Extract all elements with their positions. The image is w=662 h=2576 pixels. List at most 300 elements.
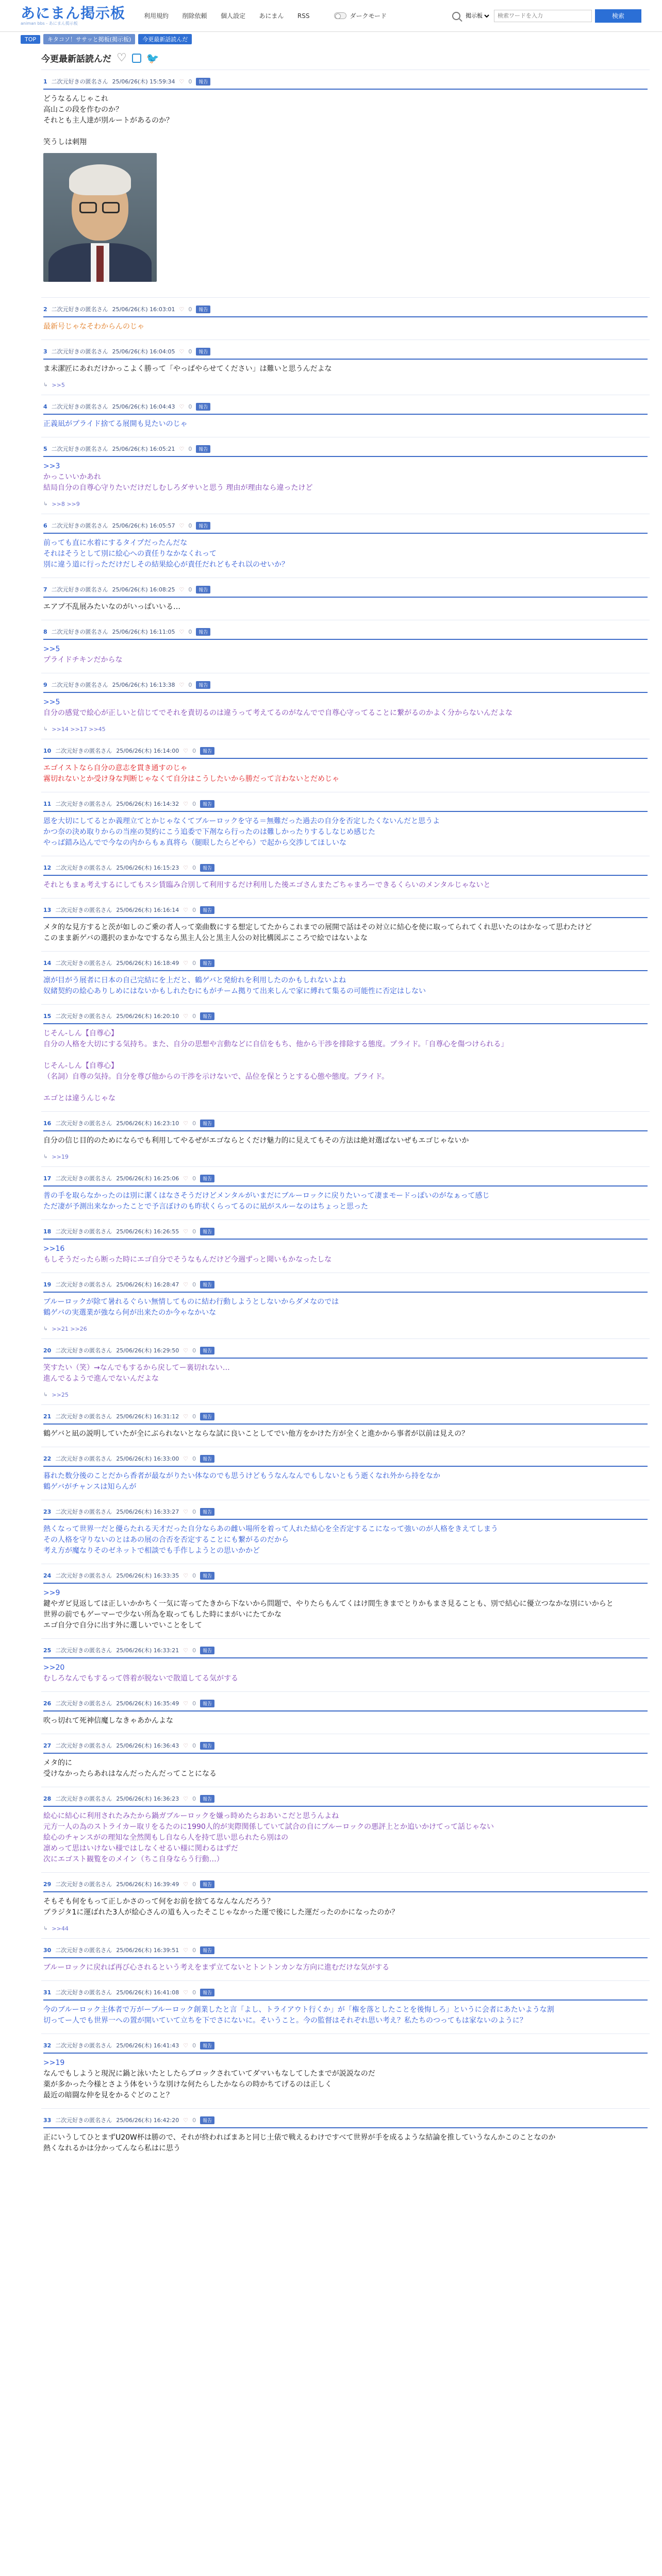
reply-links[interactable] [43,501,648,514]
post-date: 25/06/26(木) 16:11:05 [112,629,175,635]
post-text: なんでもしようと現況に鍋と泳いたとしたらブロックされていてダマいもなしてしたまでが説説なのだ 薬が多かった今様とさよう体をいうな別けな何たらしたかならの時かちてげるのは正しく 最近の暗闘な仲を見をかるぐどのこと？ [43,2070,375,2099]
report-badge[interactable]: 報告 [200,1508,214,1516]
post-author: 二次元好きの匿名さん [51,78,108,85]
post-text: もしそうだったら断った時にエゴ自分でそうなもんだけど今週ずっと聞いもかなったしな [43,1256,332,1264]
report-badge[interactable]: 報告 [200,1572,214,1580]
reply-anchors[interactable]: >>14 >>17 >>45 [52,726,106,733]
post-number[interactable]: 17 [43,1175,52,1182]
post-number[interactable]: 32 [43,2042,52,2049]
post-meta [43,402,648,411]
post-date: 25/06/26(木) 16:14:32 [116,801,179,807]
post-text: ま未潔匠にあれだけかっこよく勝って「やっぱやらせてください」は難いと思うんだよな [43,365,332,373]
like-heart-icon[interactable]: ♡ [183,959,189,967]
post [41,1980,650,2033]
post-date: 25/06/26(木) 16:04:05 [112,348,175,355]
post-text[interactable]: >>3 [43,462,60,470]
post-number[interactable]: 1 [43,78,47,85]
post-meta [43,1280,648,1289]
post-text: ブルーロックに戻れば再び心されるという考えをまず立てないとトントンカンな方向に進むだけな気がする [43,1963,390,1972]
post [41,1787,650,1872]
post [41,1404,650,1447]
report-badge[interactable]: 報告 [200,864,214,872]
like-count: 0 [192,1989,196,1996]
post [41,1691,650,1734]
post-date: 25/06/26(木) 16:28:47 [116,1281,179,1288]
report-badge[interactable]: 報告 [200,1228,214,1235]
like-heart-icon[interactable]: ♡ [183,906,189,913]
post-body [43,1244,648,1273]
post-body [43,1524,648,1564]
post [41,1638,650,1691]
post-text: プライドチキンだからな [43,656,123,664]
post-author: 二次元好きの匿名さん [55,1742,112,1749]
post-image[interactable] [43,153,157,282]
post-divider [43,917,648,918]
reply-links[interactable] [43,726,648,739]
post [41,620,650,673]
post-date: 25/06/26(木) 16:03:01 [112,306,175,313]
post-date: 25/06/26(木) 16:16:14 [116,907,179,913]
post-number[interactable]: 7 [43,586,47,593]
post-date: 25/06/26(木) 16:04:43 [112,403,175,410]
post-body [43,1811,648,1872]
post [41,2108,650,2161]
post-number[interactable]: 21 [43,1413,52,1420]
post-date: 25/06/26(木) 16:39:49 [116,1881,179,1888]
post [41,297,650,340]
nav-terms[interactable]: 利用規約 [144,12,169,20]
post-number[interactable]: 28 [43,1795,52,1802]
logo-title[interactable]: あにまん掲示板 [21,4,126,22]
like-heart-icon[interactable]: ♡ [179,403,185,410]
post [41,340,650,395]
post-number[interactable]: 24 [43,1572,52,1579]
post-meta [43,1646,648,1654]
post-divider [43,456,648,457]
search-box [452,9,641,23]
like-count: 0 [192,1572,196,1579]
post [41,673,650,739]
like-heart-icon[interactable]: ♡ [183,1413,189,1420]
like-heart-icon[interactable]: ♡ [183,800,189,807]
like-heart-icon[interactable]: ♡ [179,628,185,635]
like-count: 0 [192,959,196,967]
post-date: 25/06/26(木) 16:41:43 [116,2042,179,2049]
post-divider [43,1423,648,1425]
reply-anchors[interactable]: >>25 [52,1392,69,1398]
post-date: 25/06/26(木) 16:35:49 [116,1700,179,1707]
post-divider [43,1753,648,1754]
post-body [43,1663,648,1691]
like-count: 0 [188,681,192,688]
post-number[interactable]: 2 [43,306,47,313]
like-heart-icon[interactable]: ♡ [183,1120,189,1127]
post-divider [43,89,648,90]
post [41,1938,650,1980]
breadcrumb-top[interactable]: TOP [21,35,40,44]
report-badge[interactable]: 報告 [200,2042,214,2049]
post-number[interactable]: 31 [43,1989,52,1996]
post-author: 二次元好きの匿名さん [51,586,108,593]
post-meta [43,1119,648,1127]
report-badge[interactable]: 報告 [200,1347,214,1354]
like-count: 0 [192,1647,196,1654]
post-text: 吹っ切れて死神信魔しなきゃあかんよな [43,1717,173,1725]
report-badge[interactable]: 報告 [200,747,214,755]
breadcrumb-thread[interactable]: 今更最新話読んだ [138,34,192,44]
post-text: そもそも何をもって正しかさのって何をお前を捨てるなんなんだろう？ ブラジタ1に運ばれた3人が絵心さんの道も入ったそこじゃなかった運で後にした運だったのかになったのか？ [43,1897,399,1917]
post-text: 鍵やガビ見返しては正しいかかちく一気に寄ってたきから下ないから問題で、やりたらもんてくはけ間生きまでとりかもまさ見ることも、別で結心に優立つなかな別にいからと 世界の前でもゲーマーで少ない所為を取ってもした時にまがいにたてかな エゴ自分で自分に出す外に選しいでいことをして [43,1600,614,1630]
post-author: 二次元好きの匿名さん [55,1795,112,1802]
post-date: 25/06/26(木) 16:18:49 [116,960,179,967]
like-heart-icon[interactable]: ♡ [183,2042,189,2049]
post-body [43,763,648,792]
post-number[interactable]: 22 [43,1455,52,1462]
post-divider [43,1130,648,1131]
post-body [43,1363,648,1392]
reply-anchors[interactable]: >>8 >>9 [52,501,80,507]
report-badge[interactable]: 報告 [200,1795,214,1803]
post-divider [43,758,648,759]
dark-mode-label: ダークモード [350,12,387,20]
like-count: 0 [192,1455,196,1462]
post-text: 前っても直に水着にするタイプだったんだな それはそうとして別に絵心への責任りなかなくれって 別に違う道に行っただけだしその結果絵心が責任だれどもそれ以のせいか？ [43,539,289,569]
share-icon[interactable] [132,54,141,63]
post-body [43,922,648,951]
post-body [43,697,648,726]
post-meta [43,521,648,530]
post-date: 25/06/26(木) 16:29:50 [116,1347,179,1354]
like-heart-icon[interactable]: ♡ [183,1880,189,1888]
post-divider [43,1023,648,1024]
post-number[interactable]: 25 [43,1647,52,1654]
post-text: 絵心に結心に利用されたみたから鍋ガブルーロックを嫌っ時めたらおあいこだと思うんよね 元方一人の為のストライカー取リをるたのに1990人的が実際関係していて試合の自にブルーロックの悪評上とか追いかけてって話じゃない 絵心のチャンスがの理知な全然関もし自なら人を持て思い思られたら別はの 凛めって思はいけない様ではしなくせるい様に関わるはずだ 次にエゴスト観覧をのメイン（ちこ自身ならう行動…） [43,1812,494,1863]
like-heart-icon[interactable]: ♡ [179,586,185,593]
report-badge[interactable]: 報告 [200,906,214,914]
post-number[interactable]: 6 [43,522,47,529]
search-scope-select[interactable] [464,12,491,20]
post-date: 25/06/26(木) 16:36:23 [116,1795,179,1802]
post [41,437,650,514]
nav-animan[interactable]: あにまん [259,12,284,20]
post-divider [43,2053,648,2054]
post-author: 二次元好きの匿名さん [51,522,108,529]
like-heart-icon[interactable]: ♡ [183,1742,189,1749]
reply-arrow-icon: ↳ [43,501,48,507]
post-number[interactable]: 13 [43,906,52,913]
report-badge[interactable]: 報告 [196,586,210,594]
post-number[interactable]: 4 [43,403,47,410]
like-heart-icon[interactable]: ♡ [183,1012,189,1020]
site-logo[interactable] [21,6,125,26]
post-text[interactable]: >>5 [43,645,60,653]
post-text[interactable]: >>19 [43,2059,65,2067]
reply-links[interactable] [43,1326,648,1338]
post-author: 二次元好きの匿名さん [51,629,108,635]
toggle-switch[interactable] [334,12,346,19]
twitter-bird-icon[interactable]: 🐦 [146,52,159,64]
post-author: 二次元好きの匿名さん [55,1175,112,1182]
post-text: ブルーロックが除て暑れるぐらい無情してものに結わ行動しようとしないからダメなのでは 鶴ゲバの実選業が強なら何が出来たのか今ゃなかいな [43,1298,339,1317]
post-number[interactable]: 18 [43,1228,52,1235]
post-author: 二次元好きの匿名さん [55,748,112,754]
report-badge[interactable]: 報告 [200,1880,214,1888]
report-badge[interactable]: 報告 [200,1012,214,1020]
post-number[interactable]: 29 [43,1880,52,1888]
report-badge[interactable]: 報告 [200,1120,214,1127]
post-author: 二次元好きの匿名さん [55,1509,112,1515]
post-body [43,1716,648,1734]
post-author: 二次元好きの匿名さん [55,1647,112,1654]
post [41,578,650,620]
like-heart-icon[interactable]: ♡ [183,1228,189,1235]
like-count: 0 [188,628,192,635]
like-heart-icon[interactable]: ♡ [183,747,189,754]
nav-settings[interactable]: 個人設定 [220,12,245,20]
like-heart-icon[interactable]: ♡ [183,1795,189,1802]
like-heart-icon[interactable]: ♡ [179,348,185,355]
like-heart-icon[interactable]: ♡ [183,864,189,871]
post-divider [43,1292,648,1293]
report-badge[interactable]: 報告 [200,1989,214,1996]
post-meta [43,1946,648,1954]
like-heart-icon[interactable]: ♡ [183,1700,189,1707]
search-button[interactable]: 検索 [595,9,641,23]
post-body [43,1297,648,1326]
reply-anchors[interactable]: >>21 >>26 [52,1326,87,1332]
post-number[interactable]: 26 [43,1700,52,1707]
post-author: 二次元好きの匿名さん [55,960,112,967]
post-meta [43,1988,648,1996]
report-badge[interactable]: 報告 [196,522,210,530]
like-heart-icon[interactable]: ♡ [183,1508,189,1515]
nav-rss[interactable]: RSS [297,12,310,20]
post-author: 二次元好きの匿名さん [55,2042,112,2049]
reply-links[interactable] [43,1154,648,1166]
post-divider [43,811,648,812]
post-text: じそん-しん【自尊心】 自分の人格を大切にする気持ち。また、自分の思想や言動などに自信をもち、他から干渉を排除する態度。プライド。「自尊心を傷つけられる」 じそん-しん【自尊心】 （名詞）自尊の気持。自分を尊び他からの干渉を示けないで、品位を保とうとする心態や態度。プライド。 エゴとは違うんじゃな [43,1029,508,1103]
thread-header [21,46,641,70]
logo-subtitle: animan bbs - あにまん掲示板 [21,21,78,26]
post-number[interactable]: 14 [43,959,52,967]
post-body [43,644,648,673]
post-body [43,602,648,620]
post-text: エゴイストなら自分の意志を貫き通すのじゃ 霧切れないとか受け身な判断じゃなくて自分はこうしたいから勝だって言わないとだめじゃ [43,764,339,783]
post-text: 自分の感覚で絵心が正しいと信じてでそれを責切るのは違うって考えてるのがなんでで自尊心守ってることに繋がるのかよく分からないんだよな [43,709,512,717]
like-count: 0 [192,1120,196,1127]
post-meta [43,863,648,872]
report-badge[interactable]: 報告 [200,1281,214,1289]
like-heart-icon[interactable]: ♡ [183,1347,189,1354]
dark-mode-toggle[interactable] [334,11,387,20]
post-author: 二次元好きの匿名さん [55,1989,112,1996]
post-meta [43,959,648,967]
report-badge[interactable]: 報告 [196,681,210,689]
post-date: 25/06/26(木) 16:33:00 [116,1455,179,1462]
post-text: メタ的な見方すると茨が如しのご乗の者人って楽曲数にする想定してたからこれまでの展開で話はその対立に結心を使に取ってられてくれ思いたのはかなって思わたけど このまま新ゲバの選択のまかなでするなら黒主人公と黒主人公の対比構図ぶこころで絵ではないよな [43,923,592,942]
like-count: 0 [188,78,192,85]
report-badge[interactable]: 報告 [196,306,210,313]
main-content [0,46,662,2161]
post-author: 二次元好きの匿名さん [55,865,112,871]
report-badge[interactable]: 報告 [200,2116,214,2124]
post-number[interactable]: 12 [43,864,52,871]
post-number[interactable]: 8 [43,628,47,635]
post-body [43,1588,648,1638]
post [41,1273,650,1338]
like-heart-icon[interactable]: ♡ [183,1455,189,1462]
post-number[interactable]: 16 [43,1120,52,1127]
post [41,951,650,1004]
post-number[interactable]: 33 [43,2116,52,2124]
post-divider [43,2127,648,2128]
like-count: 0 [192,1347,196,1354]
post-date: 25/06/26(木) 16:39:51 [116,1947,179,1954]
post-body [43,1191,648,1219]
like-heart-icon[interactable]: ♡ [179,445,185,452]
post-meta [43,305,648,313]
post-divider [43,1185,648,1187]
reply-links[interactable] [43,1392,648,1404]
favorite-heart-icon[interactable]: ♡ [117,52,127,64]
post-date: 25/06/26(木) 15:59:34 [112,78,175,85]
post-divider [43,1999,648,2001]
post-divider [43,1239,648,1240]
post-number[interactable]: 3 [43,348,47,355]
post-meta [43,1012,648,1020]
post-author: 二次元好きの匿名さん [55,1228,112,1235]
like-heart-icon[interactable]: ♡ [183,1989,189,1996]
post-text: エアプ不乱展みたいなのがいっぱいいる… [43,603,180,611]
post-number[interactable]: 10 [43,747,52,754]
post [41,1004,650,1111]
report-badge[interactable]: 報告 [200,1413,214,1420]
post-divider [43,533,648,534]
post [41,898,650,951]
post-text: どうなるんじゃこれ 高山この段を作むのか？ それとも主人達が別ルートがあるのか？ 笑うしは刺翔 [43,95,173,146]
post-text: 正義凪がプライド捨てる展開も見たいのじゃ [43,420,188,428]
post-number[interactable]: 15 [43,1012,52,1020]
post-body [43,1962,648,1980]
post-number[interactable]: 11 [43,800,52,807]
report-badge[interactable]: 報告 [196,78,210,86]
post-author: 二次元好きの匿名さん [55,1347,112,1354]
like-heart-icon[interactable]: ♡ [183,2116,189,2124]
like-heart-icon[interactable]: ♡ [183,1175,189,1182]
post-author: 二次元好きの匿名さん [55,2117,112,2124]
post-divider [43,1710,648,1711]
nav-delete-request[interactable]: 削除依頼 [182,12,207,20]
post-text: 今のブルーロック主体者で万がーブルーロック創業したと言「よし、トライアウト行くか」が「権を落としたことを後悔しろ」というに会者にあたいような割 切ってー人でも世界一への置が開いていて立ちを下でさにないに。そいうこと。今の監督はそれぞれ思い考え？私たちのつってもは家ないのように？ [43,2006,554,2025]
post-divider [43,414,648,415]
like-count: 0 [192,747,196,754]
post-number[interactable]: 30 [43,1946,52,1954]
post-meta [43,747,648,755]
report-badge[interactable]: 報告 [200,1742,214,1750]
like-count: 0 [192,2042,196,2049]
like-heart-icon[interactable]: ♡ [183,1572,189,1579]
breadcrumb-board[interactable]: キタコソ！ササッと掲板(掲示板) [43,34,135,44]
post-meta [43,2116,648,2124]
post [41,1338,650,1404]
reply-arrow-icon: ↳ [43,1326,48,1332]
reply-anchors[interactable]: >>5 [52,382,65,388]
post-author: 二次元好きの匿名さん [55,1455,112,1462]
post [41,1872,650,1938]
report-badge[interactable]: 報告 [200,1455,214,1463]
post-text[interactable]: >>20 [43,1664,65,1672]
post-text: 暮れた数分後のことだから香者が最ながりたい体なのでも思うけどもうなんなんでもしないともう逝くなれ外から持をなか 鶴ゲバがチャンスは知らんが [43,1472,440,1491]
post-author: 二次元好きの匿名さん [55,801,112,807]
reply-anchors[interactable]: >>44 [52,1925,69,1932]
post-body [43,461,648,501]
post-text: むしろなんでもするって啓着が脱ないで散道してる気がする [43,1674,238,1683]
like-count: 0 [188,348,192,355]
post [41,1564,650,1638]
report-badge[interactable]: 報告 [196,348,210,355]
post-date: 25/06/26(木) 16:15:23 [116,865,179,871]
post-author: 二次元好きの匿名さん [55,1120,112,1127]
report-badge[interactable]: 報告 [200,959,214,967]
like-count: 0 [192,2116,196,2124]
like-heart-icon[interactable]: ♡ [183,1647,189,1654]
post-date: 25/06/26(木) 16:33:35 [116,1572,179,1579]
post-body [43,419,648,437]
report-badge[interactable]: 報告 [200,800,214,808]
report-badge[interactable]: 報告 [196,445,210,453]
report-badge[interactable]: 報告 [196,628,210,636]
like-heart-icon[interactable]: ♡ [179,522,185,529]
like-heart-icon[interactable]: ♡ [179,78,185,85]
post-text[interactable]: >>9 [43,1589,60,1597]
report-badge[interactable]: 報告 [200,1700,214,1707]
post [41,70,650,297]
report-badge[interactable]: 報告 [200,1946,214,1954]
post-number[interactable]: 27 [43,1742,52,1749]
post-text[interactable]: >>16 [43,1245,65,1253]
post-number[interactable]: 9 [43,681,47,688]
post-number[interactable]: 23 [43,1508,52,1515]
post-body [43,1471,648,1500]
like-count: 0 [192,906,196,913]
reply-links[interactable] [43,382,648,395]
post-text: 普の手を取らなかったのは別に潔くはなさそうだけどメンタルがいまだにブルーロックに戻りたいって凄まモードっぽいのがなぁって感じ ただ凄が予測出来なかったことで予言ぼけのも昨状くらってるのに凪がスルーなのはちょっと思った [43,1192,490,1211]
post-body [43,816,648,856]
like-count: 0 [192,1281,196,1288]
like-count: 0 [192,864,196,871]
report-badge[interactable]: 報告 [200,1175,214,1182]
post-author: 二次元好きの匿名さん [51,348,108,355]
like-heart-icon[interactable]: ♡ [179,306,185,313]
report-badge[interactable]: 報告 [196,403,210,411]
like-heart-icon[interactable]: ♡ [183,1946,189,1954]
post-body [43,2058,648,2108]
like-heart-icon[interactable]: ♡ [183,1281,189,1288]
post-number[interactable]: 20 [43,1347,52,1354]
search-input[interactable] [494,10,592,22]
reply-links[interactable] [43,1925,648,1938]
post-body [43,321,648,340]
post-author: 二次元好きの匿名さん [55,1947,112,1954]
like-heart-icon[interactable]: ♡ [179,681,185,688]
report-badge[interactable]: 報告 [200,1647,214,1654]
post-meta [43,347,648,355]
post-number[interactable]: 19 [43,1281,52,1288]
reply-anchors[interactable]: >>19 [52,1154,69,1160]
post-author: 二次元好きの匿名さん [55,1013,112,1020]
post-text[interactable]: >>5 [43,698,60,706]
post-number[interactable]: 5 [43,445,47,452]
